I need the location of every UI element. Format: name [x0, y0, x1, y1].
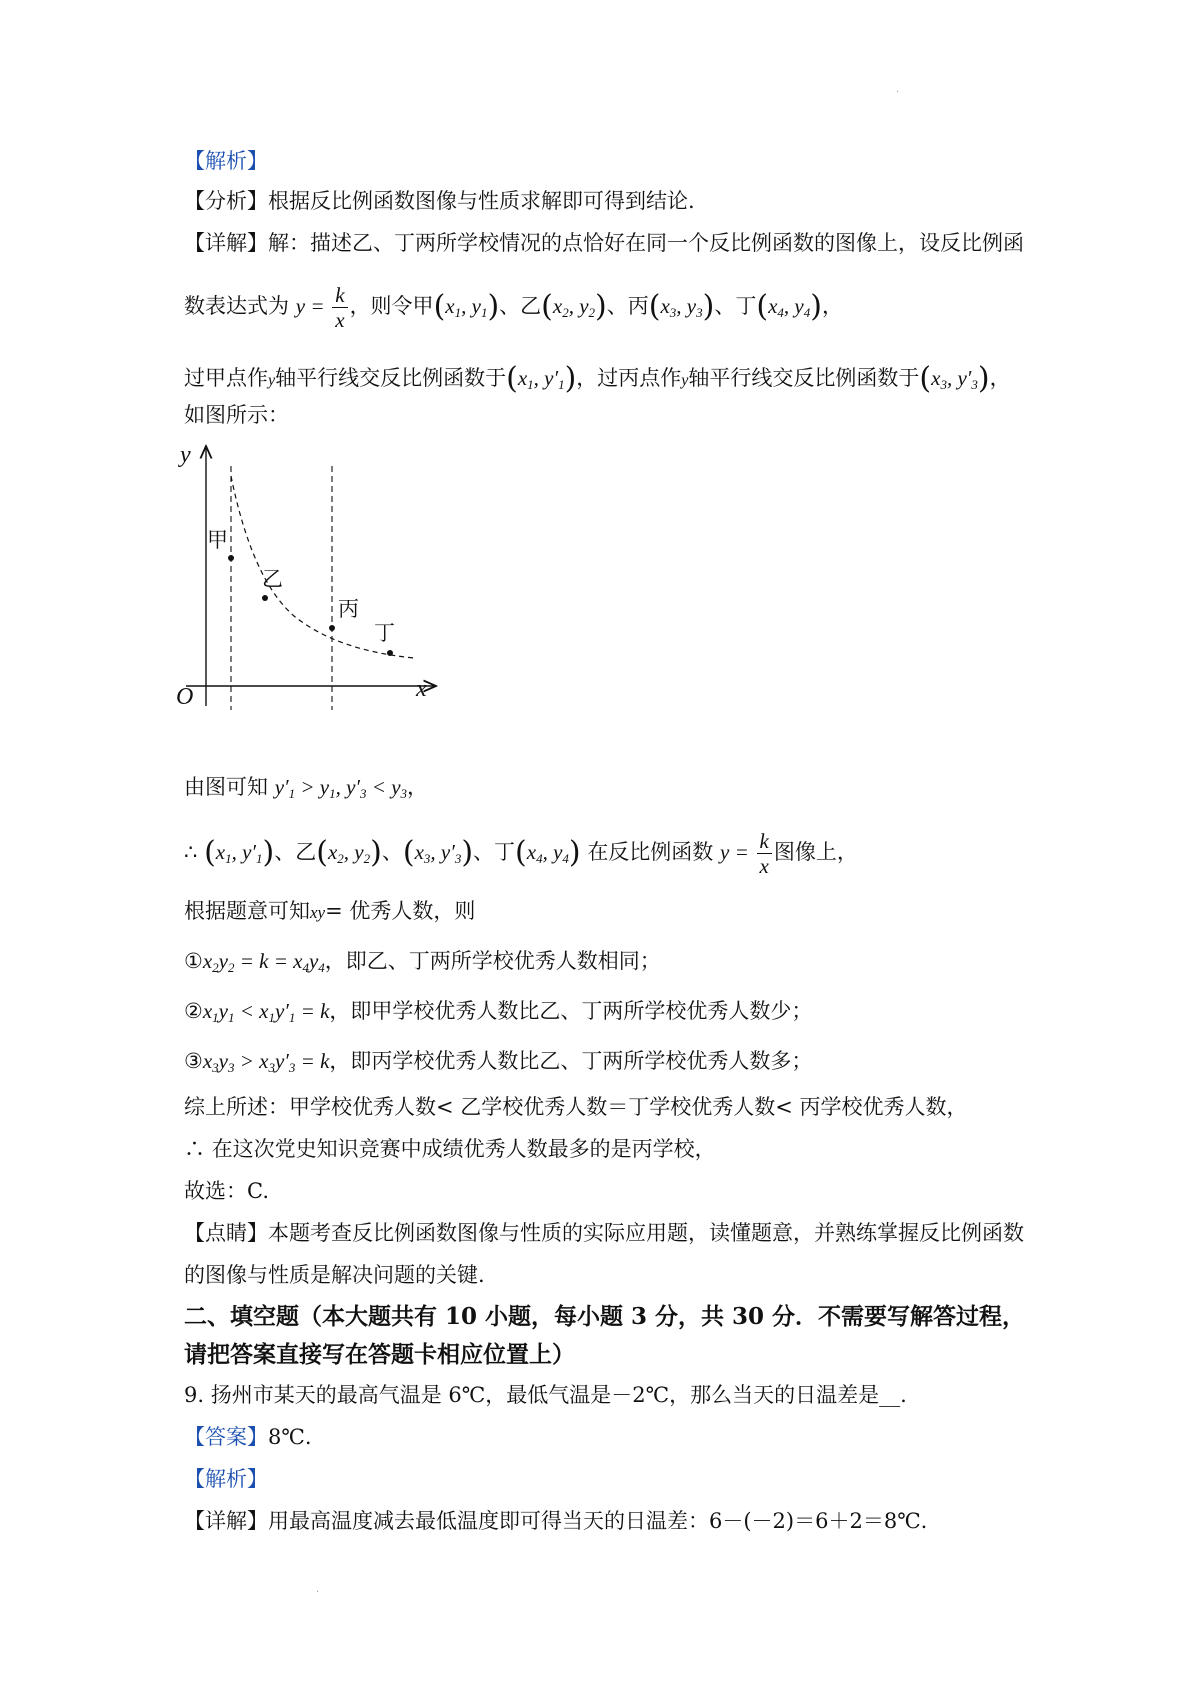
dianjing-tag: 【点睛】: [184, 1221, 268, 1245]
fraction-k-over-x: [757, 829, 772, 878]
analysis-header-2: 【解析】: [184, 1467, 268, 1491]
case-text: ，即甲学校优秀人数比乙、丁两所学校优秀人数少；: [329, 999, 813, 1023]
inverse-function-graph: [176, 440, 444, 710]
from-graph-line: 由图可知 $y'_1 > y_1$, $y'_3 < y_3$，: [184, 775, 429, 801]
from-graph-end: ，: [407, 775, 429, 799]
origin-label: O: [176, 684, 194, 710]
y-axis-label: y: [180, 442, 191, 468]
therefore-symbol: ∴: [184, 840, 198, 864]
case-number: ②: [184, 999, 203, 1023]
math-y-small: y: [268, 372, 276, 389]
case-1: $①x_2y_2 = k = x_4y_4$，即乙、丁两所学校优秀人数相同；: [184, 949, 661, 975]
point-ding: [387, 650, 393, 656]
analysis-header: 【解析】: [184, 149, 268, 173]
math-xy: xy: [310, 903, 326, 922]
scan-dot: .: [316, 1584, 320, 1595]
point-jia: [228, 555, 234, 561]
section-title: 二、填空题（本大题共有 10 小题，每小题 3 分，共 30 分．不需要写解答过程，: [184, 1303, 1026, 1330]
xiangjie-tag-2: 【详解】: [184, 1509, 268, 1533]
meaning-a: 根据题意可知: [184, 899, 310, 923]
label-yi: 、乙: [274, 840, 317, 864]
math-eq: =: [311, 294, 324, 318]
xiangjie-tag: 【详解】: [184, 231, 268, 255]
answer-line: [184, 1422, 312, 1452]
case-2: $②x_1y_1 < x_1y'_1 = k$，即甲学校优秀人数比乙、丁两所学校优秀人数少；: [184, 999, 813, 1025]
section-title-2: 请把答案直接写在答题卡相应位置上）: [184, 1341, 575, 1368]
fenxi-text: 根据反比例函数图像与性质求解即可得到结论.: [268, 189, 695, 213]
case-text: ，即乙、丁两所学校优秀人数相同；: [324, 949, 661, 973]
as-shown-line: 如图所示：: [184, 403, 289, 427]
point-bing: [329, 625, 335, 631]
parallel-a: 过甲点作: [184, 366, 268, 390]
conclusion-line: ∴ 在这次党史知识竞赛中成绩优秀人数最多的是丙学校，: [184, 1137, 716, 1161]
point-yi: [262, 595, 268, 601]
from-graph-text: 由图可知: [184, 775, 268, 799]
case-3: $③x_3y_3 > x_3y'_3 = k$，即丙学校优秀人数比乙、丁两所学校优秀人数多；: [184, 1049, 813, 1075]
detail-line: [184, 228, 1024, 258]
detail-text: 解：描述乙、丁两所学校情况的点恰好在同一个反比例函数的图像上，设反比例函: [268, 231, 1024, 255]
case-number: ③: [184, 1049, 203, 1073]
on-graph-b: 在反比例函数: [587, 840, 714, 864]
function-lead: 数表达式为: [184, 294, 289, 318]
meaning-line: [184, 896, 475, 928]
dianjing-line-2: 的图像与性质是解决问题的关键.: [184, 1263, 485, 1287]
summary-line: 综上所述：甲学校优秀人数< 乙学校优秀人数＝丁学校优秀人数< 丙学校优秀人数，: [184, 1095, 968, 1119]
final-detail-line: [184, 1506, 927, 1536]
case-text: ，即丙学校优秀人数比乙、丁两所学校优秀人数多；: [329, 1049, 813, 1073]
function-end: ，: [821, 294, 843, 318]
parallel-line: 过甲点作y轴平行线交反比例函数于($x_1$, $y'_1$)，过丙点作y轴平行线交反比例函数于($x_3$, $y'_3$)，: [184, 361, 1011, 396]
parallel-e: ，: [989, 366, 1011, 390]
function-line: 数表达式为 y = $\frac{k}{x}$ ，则令甲($x_1$, $y_1$)、乙($x_2$, $y_2$)、丙($x_3$, $y_3$)、丁($x_4$, $y_4$)，: [184, 283, 843, 332]
answer-value: 8℃.: [268, 1425, 312, 1449]
on-graph-line: ∴ ($x_1$, $y'_1$)、乙($x_2$, $y_2$)、($x_3$, $y'_3$)、丁($x_4$, $y_4$) 在反比例函数 y = $\frac{k}{x}$ 图像上，: [184, 829, 858, 878]
parallel-b: 轴平行线交反比例函数于: [275, 366, 507, 390]
final-text: 用最高温度减去最低温度即可得当天的日温差：6－(－2)＝6＋2＝8℃.: [268, 1509, 928, 1533]
label-yi: 、乙: [499, 294, 542, 318]
analysis-line: [184, 186, 695, 216]
function-mid: ，则令甲: [349, 294, 434, 318]
meaning-b: = 优秀人数，则: [325, 899, 476, 923]
choice-line: 故选：C.: [184, 1179, 269, 1203]
dianjing-text: 本题考查反比例函数图像与性质的实际应用题，读懂题意，并熟练掌握反比例函数: [268, 1221, 1024, 1245]
answer-tag: 【答案】: [184, 1425, 268, 1449]
math-eq: =: [736, 840, 748, 864]
frac-den: x: [335, 308, 345, 332]
dianjing-line: [184, 1218, 1024, 1248]
label-ding: 、丁: [714, 294, 757, 318]
case-number: ①: [184, 949, 203, 973]
fenxi-tag: 【分析】: [184, 189, 268, 213]
label-jia: 甲: [207, 528, 228, 552]
parallel-c: ，过丙点作: [576, 366, 682, 390]
question-9: 9. 扬州市某天的最高气温是 6℃，最低气温是－2℃，那么当天的日温差是__.: [184, 1383, 907, 1407]
on-graph-c: 图像上，: [773, 840, 858, 864]
label-yi: 乙: [262, 567, 283, 591]
label-bing: 、丙: [606, 294, 649, 318]
label-ding: 丁: [374, 621, 395, 645]
math-y: y: [295, 294, 306, 318]
label-ding: 、丁: [473, 840, 516, 864]
frac-num: k: [332, 283, 347, 308]
frac-num: k: [757, 829, 772, 854]
x-axis-label: x: [416, 676, 427, 702]
fraction-k-over-x: [332, 283, 347, 332]
parallel-d: 轴平行线交反比例函数于: [688, 366, 920, 390]
scan-dot: .: [896, 84, 900, 95]
math-y-small: y: [681, 372, 689, 389]
label-bing: 丙: [338, 597, 359, 621]
frac-den: x: [759, 854, 769, 878]
separator: 、: [381, 840, 403, 864]
math-y: y: [720, 840, 730, 864]
